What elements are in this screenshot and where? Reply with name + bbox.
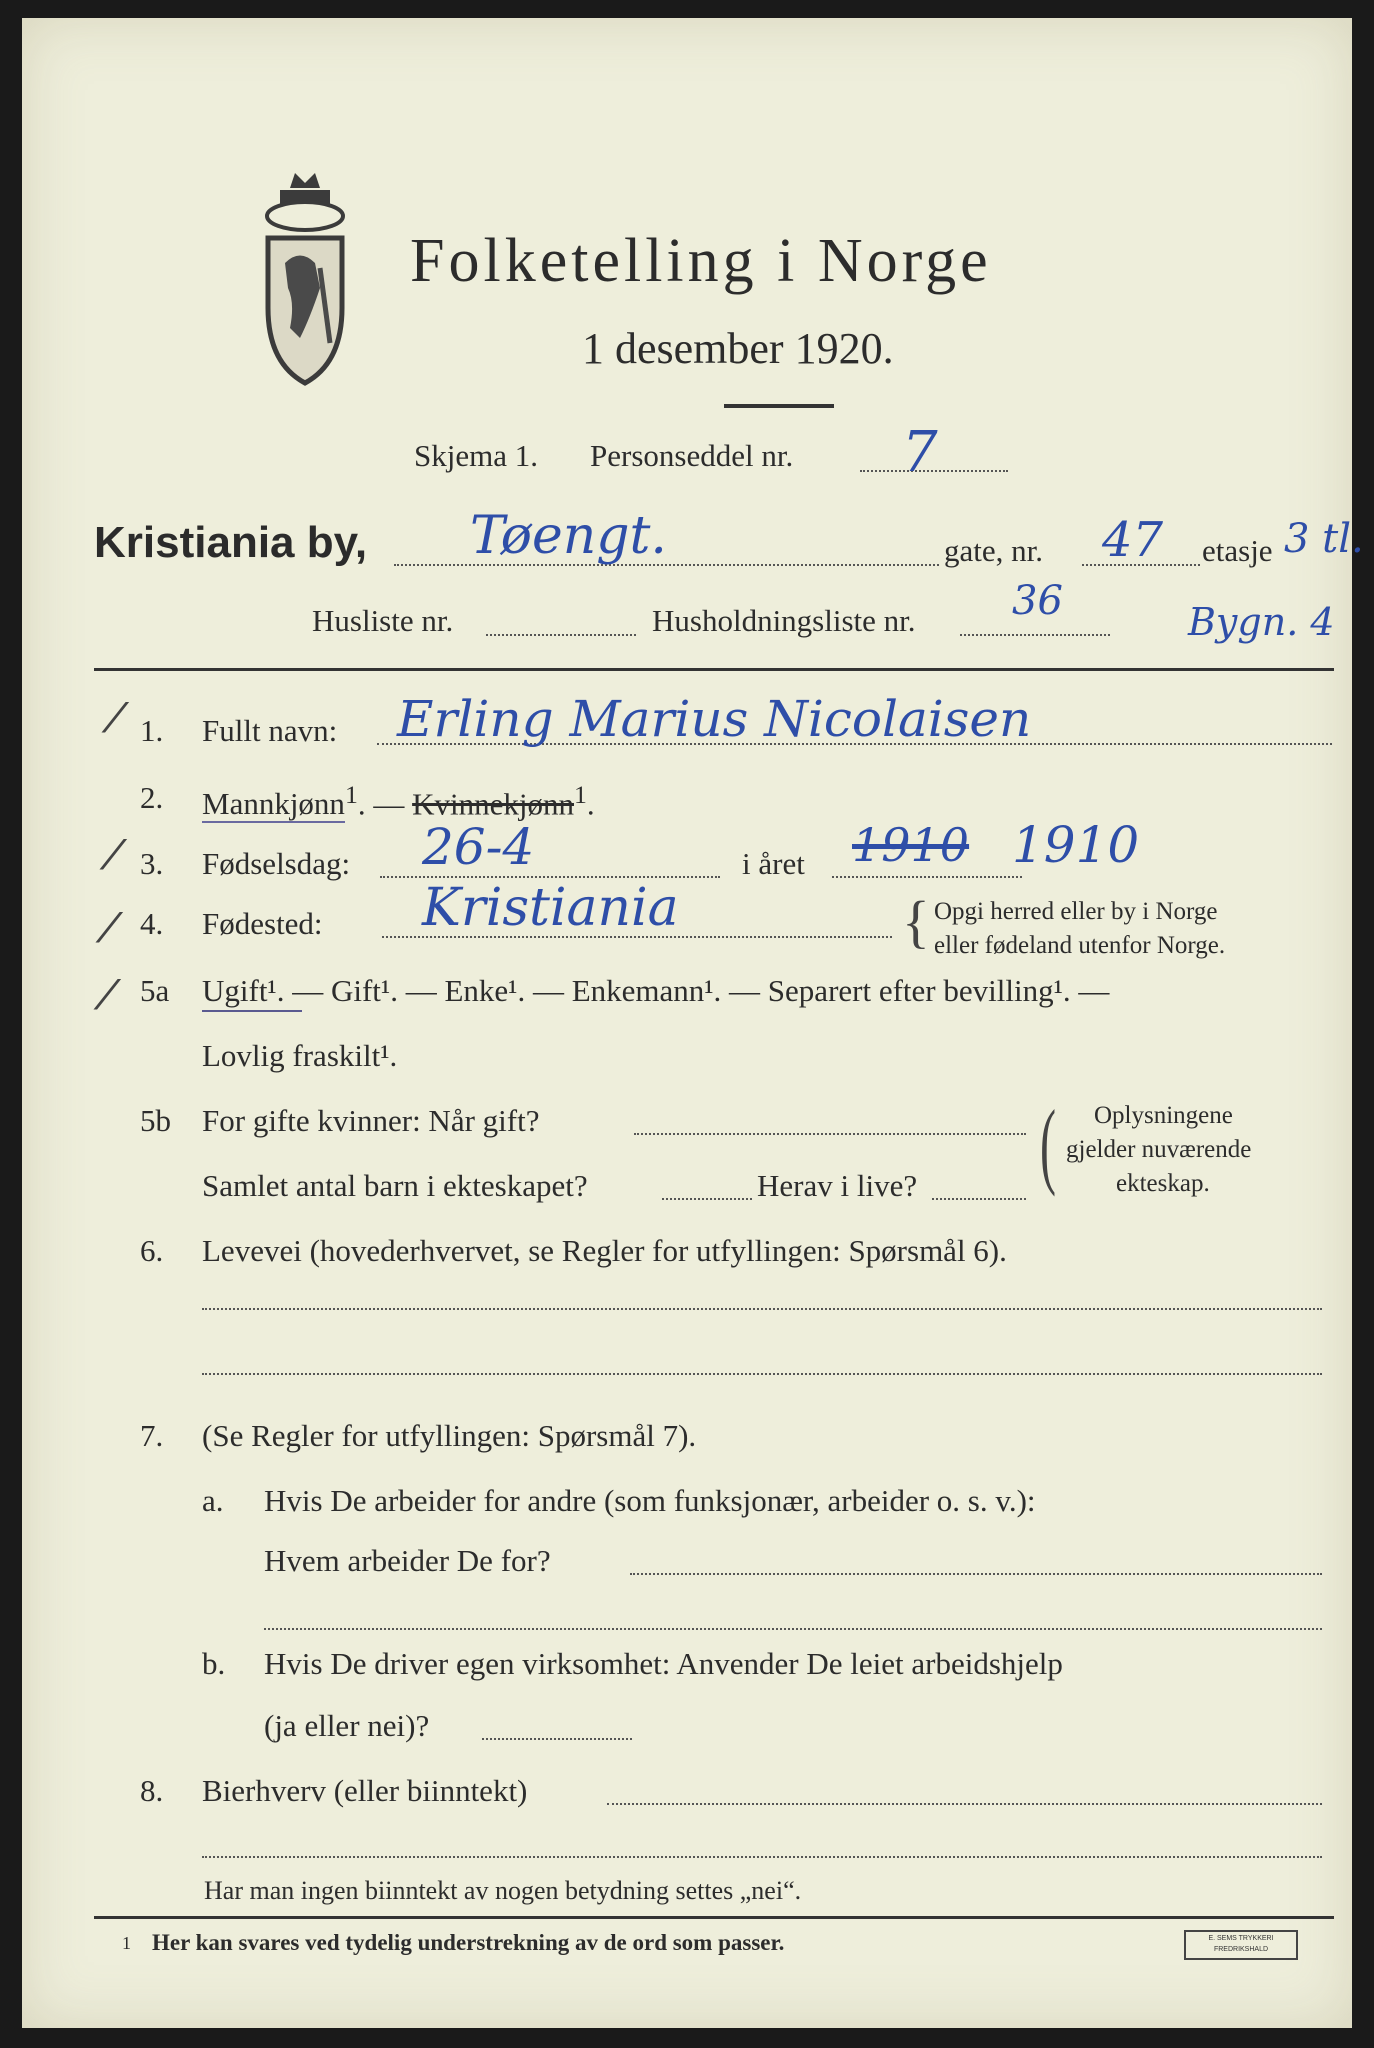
q4-note-line2: eller fødeland utenfor Norge. <box>934 932 1226 959</box>
q5b-note-line3: ekteskap. <box>1116 1170 1210 1197</box>
q2-female-option[interactable]: Kvinnekjønn <box>412 786 574 822</box>
q2-separator: . — <box>357 786 413 822</box>
q5a-number: 5a <box>140 973 170 1008</box>
q5b-children-line <box>662 1198 752 1200</box>
q2-number: 2. <box>140 780 164 815</box>
q1-label: Fullt navn: <box>202 713 338 748</box>
schema-label: Skjema 1. <box>414 438 538 473</box>
check-mark-icon: ⁄ <box>106 906 113 952</box>
birthplace-value[interactable]: Kristiania <box>422 878 679 938</box>
etasje-value[interactable]: 3 tl. <box>1284 516 1364 562</box>
q2-end: . <box>586 786 595 822</box>
q6-line2[interactable] <box>202 1373 1322 1375</box>
q7a-extra-line[interactable] <box>264 1628 1322 1630</box>
footnote-text: Her kan svares ved tydelig understrekning av de ord som passer. <box>152 1930 785 1955</box>
personseddel-value[interactable]: 7 <box>902 420 938 485</box>
q3-number: 3. <box>140 846 164 881</box>
q5b-brace: ( <box>1039 1090 1056 1197</box>
q8-line2[interactable] <box>202 1856 1322 1858</box>
husholdning-label: Husholdningsliste nr. <box>652 603 916 638</box>
header-rule <box>94 668 1334 671</box>
q7b-line1: Hvis De driver egen virksomhet: Anvender De leiet arbeidshjelp <box>264 1646 1063 1681</box>
husliste-line <box>486 634 636 636</box>
q2-options: Mannkjønn$^1$. — Kvinnekjønn$^1$. <box>202 780 595 822</box>
printer-stamp <box>1184 1930 1298 1960</box>
form-title: Folketelling i Norge <box>410 227 992 295</box>
q6-number: 6. <box>140 1233 164 1268</box>
footer-rule <box>94 1916 1334 1919</box>
bygn-value[interactable]: Bygn. 4 <box>1188 600 1335 644</box>
full-name-value[interactable]: Erling Marius Nicolaisen <box>397 690 1032 748</box>
q5a-options-line2[interactable]: Lovlig fraskilt¹. <box>202 1038 398 1073</box>
census-date: 1 desember 1920. <box>582 324 894 373</box>
q5b-alive-line <box>932 1198 1026 1200</box>
q7-number: 7. <box>140 1418 164 1453</box>
norway-coat-of-arms-icon <box>250 168 360 388</box>
q5a-options[interactable]: Ugift¹. — Gift¹. — Enke¹. — Enkemann¹. — Separert efter bevilling¹. — <box>202 973 1110 1008</box>
q7a-line2: Hvem arbeider De for? <box>264 1543 551 1578</box>
q7-label: (Se Regler for utfyllingen: Spørsmål 7). <box>202 1418 697 1453</box>
personseddel-label: Personseddel nr. <box>590 438 794 473</box>
q7a-letter: a. <box>202 1483 224 1518</box>
q5b-note-line1: Oplysningene <box>1094 1102 1233 1129</box>
gate-nr-value[interactable]: 47 <box>1102 512 1164 568</box>
street-value[interactable]: Tøengt. <box>470 506 667 566</box>
q5b-married-line <box>634 1133 1026 1135</box>
q3-year-label: i året <box>742 846 805 881</box>
q4-label: Fødested: <box>202 906 323 941</box>
q5b-line1: For gifte kvinner: Når gift? <box>202 1103 540 1138</box>
check-mark-icon: ⁄ <box>112 696 119 742</box>
q7b-letter: b. <box>202 1646 226 1681</box>
q5b-line2b: Herav i live? <box>757 1168 918 1203</box>
husholdning-line <box>960 634 1110 636</box>
q4-number: 4. <box>140 906 164 941</box>
birth-year-value[interactable]: 1910 <box>1012 816 1140 874</box>
birth-year-struck: 1910 <box>852 818 970 872</box>
q8-label: Bierhverv (eller biinntekt) <box>202 1773 528 1808</box>
gate-label: gate, nr. <box>944 533 1043 568</box>
census-form <box>22 18 1364 2028</box>
q5b-line2a: Samlet antal barn i ekteskapet? <box>202 1168 588 1203</box>
q7b-line2: (ja eller nei)? <box>264 1708 430 1743</box>
title-divider <box>724 404 834 408</box>
q5b-note-line2: gjelder nuværende <box>1066 1136 1252 1163</box>
q4-brace: { <box>902 889 930 954</box>
q6-label: Levevei (hovederhvervet, se Regler for utfyllingen: Spørsmål 6). <box>202 1233 1007 1268</box>
check-mark-icon: ⁄ <box>110 833 117 879</box>
printer-stamp-text: E. SEMS TRYKKERI FREDRIKSHALD <box>1208 1935 1274 1953</box>
q8-note: Har man ingen biinntekt av nogen betydning settes „nei“. <box>204 1876 802 1905</box>
city-label: Kristiania by, <box>94 518 368 567</box>
q2-male-option[interactable]: Mannkjønn <box>202 786 345 822</box>
check-mark-icon: ⁄ <box>104 973 111 1019</box>
ugift-underline <box>202 1010 302 1012</box>
husliste-label: Husliste nr. <box>312 603 454 638</box>
footnote-number: 1 <box>122 1933 131 1953</box>
q8-number: 8. <box>140 1773 164 1808</box>
q7b-answer-line[interactable] <box>482 1738 632 1740</box>
q3-year-line <box>832 876 1022 878</box>
q5b-number: 5b <box>140 1103 171 1138</box>
etasje-label: etasje <box>1202 533 1273 568</box>
q1-number: 1. <box>140 713 164 748</box>
q7a-line1: Hvis De arbeider for andre (som funksjonær, arbeider o. s. v.): <box>264 1483 1036 1518</box>
q3-label: Fødselsdag: <box>202 846 351 881</box>
q6-line1[interactable] <box>202 1308 1322 1310</box>
q7a-employer-line[interactable] <box>630 1573 1322 1575</box>
husholdning-value[interactable]: 36 <box>1012 578 1063 624</box>
birthday-value[interactable]: 26-4 <box>422 818 535 876</box>
q8-line[interactable] <box>607 1803 1322 1805</box>
q4-note-line1: Opgi herred eller by i Norge <box>934 898 1218 925</box>
